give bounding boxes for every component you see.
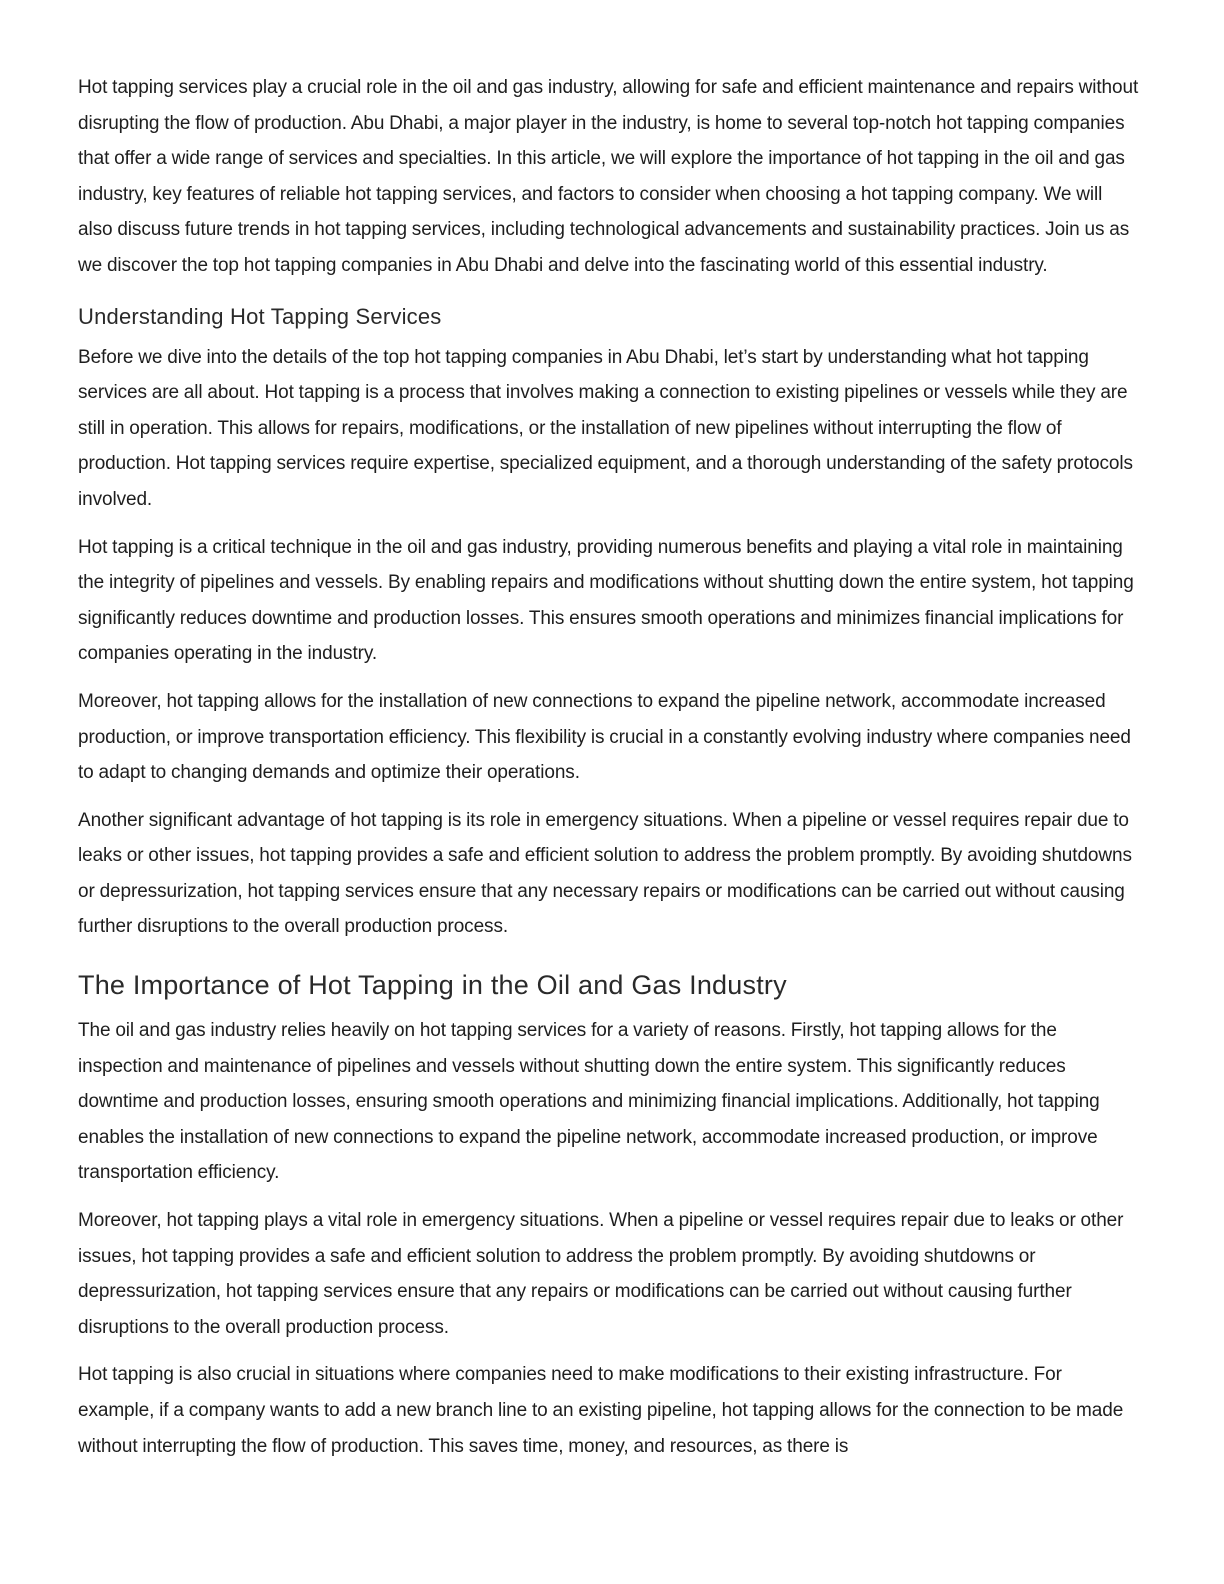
understanding-paragraph-3: Moreover, hot tapping allows for the installation of new connections to expand the pipeline network, accommodate increased production, or improve transportation efficiency. This flexibility is crucial in a constantly evolving industry where companies need to adapt to changing demands and optimize their operations.	[78, 690, 1131, 784]
importance-paragraph-2: Moreover, hot tapping plays a vital role in emergency situations. When a pipeline or vessel requires repair due to leaks or other issues, hot tapping provides a safe and efficient solution to address the problem promptly. By avoiding shutdowns or depressurization, hot tapping services ensure that any repairs or modifications can be carried out without causing further disruptions to the overall production process.	[78, 1210, 1124, 1338]
importance-paragraph-3: Hot tapping is also crucial in situations where companies need to make modifications to their existing infrastructure. For example, if a company wants to add a new branch line to an existing pipeline, hot tapping allows for the connection to be made without interrupting the flow of production. This saves time, money, and resources, as there is	[78, 1364, 1124, 1457]
understanding-paragraph-2: Hot tapping is a critical technique in the oil and gas industry, providing numerous benefits and playing a vital role in maintaining the integrity of pipelines and vessels. By enabling repairs and modifications without shutting down the entire system, hot tapping significantly reduces downtime and production losses. This ensures smooth operations and minimizes financial implications for companies operating in the industry.	[78, 536, 1134, 665]
document-page	[78, 70, 1140, 1476]
section-heading-understanding: Understanding Hot Tapping Services	[78, 303, 442, 329]
section-heading-importance: The Importance of Hot Tapping in the Oil and Gas Industry	[78, 970, 787, 1001]
intro-paragraph: Hot tapping services play a crucial role in the oil and gas industry, allowing for safe and efficient maintenance and repairs without disrupting the flow of production. Abu Dhabi, a major player in the industry, is home to several top-notch hot tapping companies that offer a wide range of services and specialties. In this article, we will explore the importance of hot tapping in the oil and gas industry, key features of reliable hot tapping services, and factors to consider when choosing a hot tapping company. We will also discuss future trends in hot tapping services, including technological advancements and sustainability practices. Join us as we discover the top hot tapping companies in Abu Dhabi and delve into the fascinating world of this essential industry.	[78, 77, 1139, 276]
importance-paragraph-1: The oil and gas industry relies heavily on hot tapping services for a variety of reasons. Firstly, hot tapping allows for the inspection and maintenance of pipelines and vessels without shutting down the entire system. This significantly reduces downtime and production losses, ensuring smooth operations and minimizing financial implications. Additionally, hot tapping enables the installation of new connections to expand the pipeline network, accommodate increased production, or improve transportation efficiency.	[78, 1020, 1100, 1184]
understanding-paragraph-4: Another significant advantage of hot tapping is its role in emergency situations. When a pipeline or vessel requires repair due to leaks or other issues, hot tapping provides a safe and efficient solution to address the problem promptly. By avoiding shutdowns or depressurization, hot tapping services ensure that any necessary repairs or modifications can be carried out without causing further disruptions to the overall production process.	[78, 809, 1132, 938]
understanding-paragraph-1: Before we dive into the details of the top hot tapping companies in Abu Dhabi, let’s start by understanding what hot tapping services are all about. Hot tapping is a process that involves making a connection to existing pipelines or vessels while they are still in operation. This allows for repairs, modifications, or the installation of new pipelines without interrupting the flow of production. Hot tapping services require expertise, specialized equipment, and a thorough understanding of the safety protocols involved.	[78, 346, 1133, 510]
